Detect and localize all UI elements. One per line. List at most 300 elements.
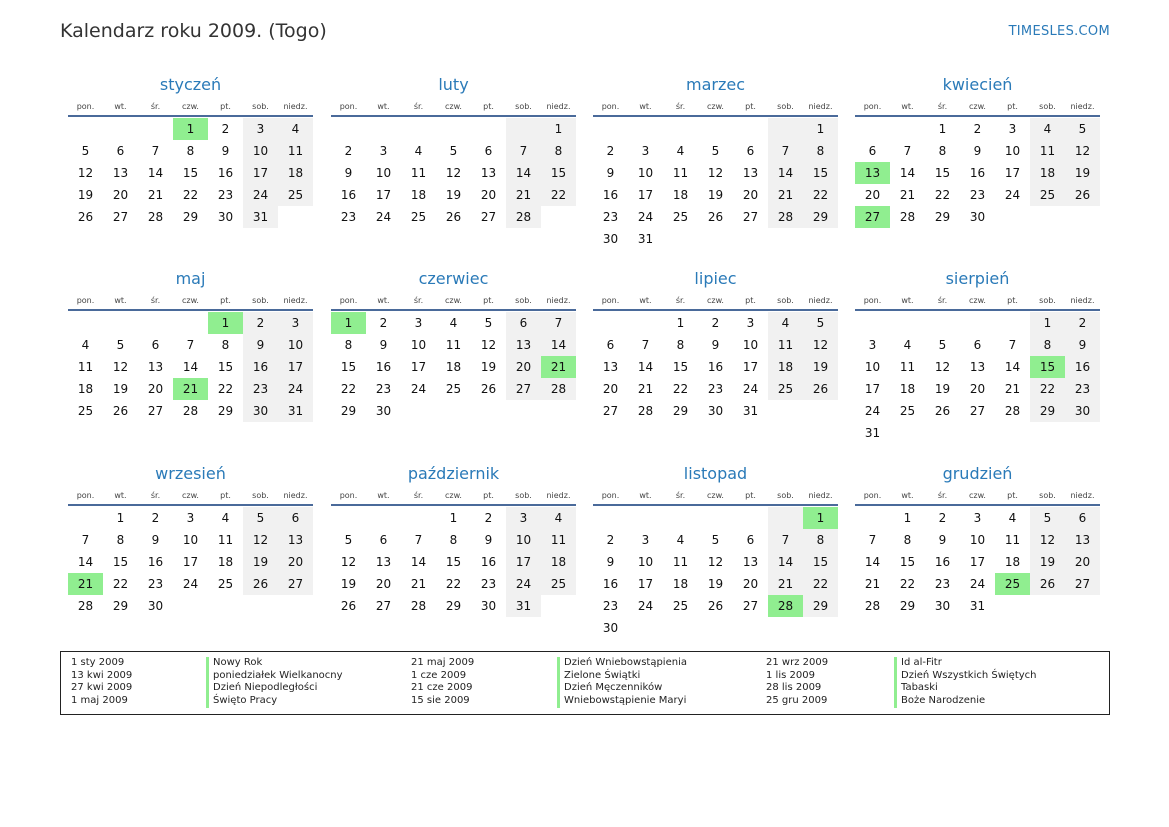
- day-cell[interactable]: 24: [637, 599, 654, 613]
- day-cell[interactable]: 26: [243, 573, 278, 595]
- day-cell[interactable]: 15: [803, 551, 838, 573]
- day-cell[interactable]: 2: [938, 511, 947, 525]
- day-cell[interactable]: 30: [147, 599, 164, 613]
- day-cell[interactable]: 25: [445, 382, 462, 396]
- day-cell[interactable]: 30: [602, 621, 619, 635]
- day-cell[interactable]: 24: [506, 573, 541, 595]
- day-cell[interactable]: 1: [803, 118, 838, 140]
- day-cell[interactable]: 5: [243, 507, 278, 529]
- day-cell[interactable]: 22: [340, 382, 357, 396]
- day-cell[interactable]: 8: [541, 140, 576, 162]
- day-cell[interactable]: 20: [1065, 551, 1100, 573]
- day-cell[interactable]: 7: [541, 312, 576, 334]
- day-cell[interactable]: 10: [278, 334, 313, 356]
- day-cell[interactable]: 21: [506, 184, 541, 206]
- day-cell[interactable]: 18: [541, 551, 576, 573]
- day-cell[interactable]: 8: [221, 338, 230, 352]
- day-cell[interactable]: 31: [969, 599, 986, 613]
- day-cell[interactable]: 5: [449, 144, 458, 158]
- day-cell[interactable]: 30: [1065, 400, 1100, 422]
- day-cell[interactable]: 21: [68, 573, 103, 595]
- day-cell[interactable]: 17: [637, 577, 654, 591]
- day-cell[interactable]: 26: [112, 404, 129, 418]
- day-cell[interactable]: 27: [112, 210, 129, 224]
- day-cell[interactable]: 11: [445, 338, 462, 352]
- day-cell[interactable]: 23: [602, 210, 619, 224]
- day-cell[interactable]: 20: [278, 551, 313, 573]
- day-cell[interactable]: 1: [1030, 312, 1065, 334]
- day-cell[interactable]: 19: [112, 382, 129, 396]
- day-cell[interactable]: 5: [81, 144, 90, 158]
- day-cell[interactable]: 23: [340, 210, 357, 224]
- day-cell[interactable]: 15: [445, 555, 462, 569]
- day-cell[interactable]: 24: [864, 404, 881, 418]
- day-cell[interactable]: 13: [855, 162, 890, 184]
- day-cell[interactable]: 8: [903, 533, 912, 547]
- day-cell[interactable]: 25: [77, 404, 94, 418]
- day-cell[interactable]: 19: [707, 188, 724, 202]
- day-cell[interactable]: 30: [602, 232, 619, 246]
- day-cell[interactable]: 27: [602, 404, 619, 418]
- day-cell[interactable]: 14: [864, 555, 881, 569]
- day-cell[interactable]: 3: [868, 338, 877, 352]
- day-cell[interactable]: 17: [742, 360, 759, 374]
- day-cell[interactable]: 20: [864, 188, 881, 202]
- day-cell[interactable]: 4: [541, 507, 576, 529]
- day-cell[interactable]: 10: [506, 529, 541, 551]
- day-cell[interactable]: 16: [375, 360, 392, 374]
- day-cell[interactable]: 18: [278, 162, 313, 184]
- day-cell[interactable]: 6: [278, 507, 313, 529]
- day-cell[interactable]: 4: [1008, 511, 1017, 525]
- day-cell[interactable]: 16: [340, 188, 357, 202]
- day-cell[interactable]: 23: [480, 577, 497, 591]
- day-cell[interactable]: 26: [803, 378, 838, 400]
- day-cell[interactable]: 16: [217, 166, 234, 180]
- day-cell[interactable]: 10: [637, 555, 654, 569]
- day-cell[interactable]: 9: [938, 533, 947, 547]
- day-cell[interactable]: 26: [1065, 184, 1100, 206]
- day-cell[interactable]: 3: [641, 533, 650, 547]
- day-cell[interactable]: 22: [803, 184, 838, 206]
- day-cell[interactable]: 6: [868, 144, 877, 158]
- day-cell[interactable]: 7: [186, 338, 195, 352]
- day-cell[interactable]: 9: [379, 338, 388, 352]
- day-cell[interactable]: 13: [506, 334, 541, 356]
- day-cell[interactable]: 20: [742, 188, 759, 202]
- day-cell[interactable]: 13: [602, 360, 619, 374]
- day-cell[interactable]: 1: [903, 511, 912, 525]
- day-cell[interactable]: 4: [676, 533, 685, 547]
- day-cell[interactable]: 17: [375, 188, 392, 202]
- day-cell[interactable]: 17: [1004, 166, 1021, 180]
- day-cell[interactable]: 30: [934, 599, 951, 613]
- day-cell[interactable]: 4: [768, 312, 803, 334]
- day-cell[interactable]: 27: [855, 206, 890, 228]
- day-cell[interactable]: 12: [480, 338, 497, 352]
- day-cell[interactable]: 20: [112, 188, 129, 202]
- day-cell[interactable]: 26: [340, 599, 357, 613]
- day-cell[interactable]: 14: [637, 360, 654, 374]
- day-cell[interactable]: 11: [278, 140, 313, 162]
- day-cell[interactable]: 20: [742, 577, 759, 591]
- day-cell[interactable]: 4: [903, 338, 912, 352]
- day-cell[interactable]: 29: [340, 404, 357, 418]
- day-cell[interactable]: 12: [340, 555, 357, 569]
- day-cell[interactable]: 10: [243, 140, 278, 162]
- day-cell[interactable]: 19: [803, 356, 838, 378]
- day-cell[interactable]: 15: [934, 166, 951, 180]
- day-cell[interactable]: 15: [182, 166, 199, 180]
- day-cell[interactable]: 6: [746, 144, 755, 158]
- day-cell[interactable]: 27: [147, 404, 164, 418]
- day-cell[interactable]: 23: [707, 382, 724, 396]
- day-cell[interactable]: 10: [637, 166, 654, 180]
- day-cell[interactable]: 27: [742, 599, 759, 613]
- day-cell[interactable]: 21: [1004, 382, 1021, 396]
- day-cell[interactable]: 4: [1030, 118, 1065, 140]
- day-cell[interactable]: 22: [1030, 378, 1065, 400]
- day-cell[interactable]: 18: [1004, 555, 1021, 569]
- day-cell[interactable]: 25: [410, 210, 427, 224]
- day-cell[interactable]: 22: [182, 188, 199, 202]
- day-cell[interactable]: 7: [506, 140, 541, 162]
- day-cell[interactable]: 7: [903, 144, 912, 158]
- day-cell[interactable]: 6: [973, 338, 982, 352]
- day-cell[interactable]: 19: [340, 577, 357, 591]
- day-cell[interactable]: 11: [899, 360, 916, 374]
- day-cell[interactable]: 31: [243, 206, 278, 228]
- day-cell[interactable]: 25: [217, 577, 234, 591]
- day-cell[interactable]: 29: [112, 599, 129, 613]
- day-cell[interactable]: 1: [938, 122, 947, 136]
- day-cell[interactable]: 9: [711, 338, 720, 352]
- day-cell[interactable]: 18: [1030, 162, 1065, 184]
- day-cell[interactable]: 29: [445, 599, 462, 613]
- site-link[interactable]: TIMESLES.COM: [1008, 24, 1110, 39]
- day-cell[interactable]: 16: [243, 356, 278, 378]
- day-cell[interactable]: 21: [768, 573, 803, 595]
- day-cell[interactable]: 20: [147, 382, 164, 396]
- day-cell[interactable]: 25: [541, 573, 576, 595]
- day-cell[interactable]: 28: [506, 206, 541, 228]
- day-cell[interactable]: 20: [969, 382, 986, 396]
- day-cell[interactable]: 3: [1008, 122, 1017, 136]
- day-cell[interactable]: 30: [375, 404, 392, 418]
- day-cell[interactable]: 27: [278, 573, 313, 595]
- day-cell[interactable]: 4: [221, 511, 230, 525]
- day-cell[interactable]: 1: [803, 507, 838, 529]
- day-cell[interactable]: 19: [707, 577, 724, 591]
- day-cell[interactable]: 24: [637, 210, 654, 224]
- day-cell[interactable]: 14: [147, 166, 164, 180]
- day-cell[interactable]: 5: [116, 338, 125, 352]
- day-cell[interactable]: 14: [768, 162, 803, 184]
- day-cell[interactable]: 7: [868, 533, 877, 547]
- day-cell[interactable]: 9: [344, 166, 353, 180]
- day-cell[interactable]: 5: [1065, 118, 1100, 140]
- day-cell[interactable]: 29: [934, 210, 951, 224]
- day-cell[interactable]: 22: [899, 577, 916, 591]
- day-cell[interactable]: 2: [344, 144, 353, 158]
- day-cell[interactable]: 24: [278, 378, 313, 400]
- day-cell[interactable]: 30: [969, 210, 986, 224]
- day-cell[interactable]: 23: [217, 188, 234, 202]
- day-cell[interactable]: 8: [186, 144, 195, 158]
- day-cell[interactable]: 14: [410, 555, 427, 569]
- day-cell[interactable]: 11: [672, 555, 689, 569]
- day-cell[interactable]: 22: [803, 573, 838, 595]
- day-cell[interactable]: 11: [410, 166, 427, 180]
- day-cell[interactable]: 22: [934, 188, 951, 202]
- day-cell[interactable]: 12: [803, 334, 838, 356]
- day-cell[interactable]: 9: [221, 144, 230, 158]
- day-cell[interactable]: 30: [217, 210, 234, 224]
- day-cell[interactable]: 20: [375, 577, 392, 591]
- day-cell[interactable]: 30: [480, 599, 497, 613]
- day-cell[interactable]: 14: [768, 551, 803, 573]
- day-cell[interactable]: 18: [217, 555, 234, 569]
- day-cell[interactable]: 9: [973, 144, 982, 158]
- day-cell[interactable]: 26: [1030, 573, 1065, 595]
- day-cell[interactable]: 9: [606, 555, 615, 569]
- day-cell[interactable]: 1: [449, 511, 458, 525]
- day-cell[interactable]: 15: [803, 162, 838, 184]
- day-cell[interactable]: 6: [746, 533, 755, 547]
- day-cell[interactable]: 10: [969, 533, 986, 547]
- day-cell[interactable]: 22: [672, 382, 689, 396]
- day-cell[interactable]: 3: [278, 312, 313, 334]
- day-cell[interactable]: 25: [278, 184, 313, 206]
- day-cell[interactable]: 16: [602, 577, 619, 591]
- day-cell[interactable]: 25: [995, 573, 1030, 595]
- day-cell[interactable]: 6: [484, 144, 493, 158]
- day-cell[interactable]: 10: [1004, 144, 1021, 158]
- day-cell[interactable]: 21: [541, 356, 576, 378]
- day-cell[interactable]: 28: [768, 206, 803, 228]
- day-cell[interactable]: 8: [1030, 334, 1065, 356]
- day-cell[interactable]: 21: [864, 577, 881, 591]
- day-cell[interactable]: 25: [899, 404, 916, 418]
- day-cell[interactable]: 9: [606, 166, 615, 180]
- day-cell[interactable]: 17: [243, 162, 278, 184]
- day-cell[interactable]: 29: [803, 595, 838, 617]
- day-cell[interactable]: 25: [672, 599, 689, 613]
- day-cell[interactable]: 19: [1065, 162, 1100, 184]
- day-cell[interactable]: 31: [742, 404, 759, 418]
- day-cell[interactable]: 17: [410, 360, 427, 374]
- day-cell[interactable]: 9: [151, 533, 160, 547]
- day-cell[interactable]: 9: [243, 334, 278, 356]
- day-cell[interactable]: 14: [541, 334, 576, 356]
- day-cell[interactable]: 23: [969, 188, 986, 202]
- day-cell[interactable]: 17: [864, 382, 881, 396]
- day-cell[interactable]: 27: [742, 210, 759, 224]
- day-cell[interactable]: 26: [934, 404, 951, 418]
- day-cell[interactable]: 9: [1065, 334, 1100, 356]
- day-cell[interactable]: 1: [676, 316, 685, 330]
- day-cell[interactable]: 19: [1030, 551, 1065, 573]
- day-cell[interactable]: 21: [173, 378, 208, 400]
- day-cell[interactable]: 13: [742, 555, 759, 569]
- day-cell[interactable]: 2: [379, 316, 388, 330]
- day-cell[interactable]: 3: [746, 316, 755, 330]
- day-cell[interactable]: 10: [864, 360, 881, 374]
- day-cell[interactable]: 4: [414, 144, 423, 158]
- day-cell[interactable]: 11: [1004, 533, 1021, 547]
- day-cell[interactable]: 2: [484, 511, 493, 525]
- day-cell[interactable]: 24: [243, 184, 278, 206]
- day-cell[interactable]: 2: [243, 312, 278, 334]
- day-cell[interactable]: 17: [637, 188, 654, 202]
- day-cell[interactable]: 3: [414, 316, 423, 330]
- day-cell[interactable]: 16: [147, 555, 164, 569]
- day-cell[interactable]: 28: [637, 404, 654, 418]
- day-cell[interactable]: 28: [541, 378, 576, 400]
- day-cell[interactable]: 16: [602, 188, 619, 202]
- day-cell[interactable]: 12: [243, 529, 278, 551]
- day-cell[interactable]: 19: [445, 188, 462, 202]
- day-cell[interactable]: 13: [969, 360, 986, 374]
- day-cell[interactable]: 11: [672, 166, 689, 180]
- day-cell[interactable]: 29: [899, 599, 916, 613]
- day-cell[interactable]: 28: [182, 404, 199, 418]
- day-cell[interactable]: 18: [445, 360, 462, 374]
- day-cell[interactable]: 7: [414, 533, 423, 547]
- day-cell[interactable]: 22: [445, 577, 462, 591]
- day-cell[interactable]: 5: [938, 338, 947, 352]
- day-cell[interactable]: 29: [1030, 400, 1065, 422]
- day-cell[interactable]: 20: [602, 382, 619, 396]
- day-cell[interactable]: 18: [768, 356, 803, 378]
- day-cell[interactable]: 5: [711, 533, 720, 547]
- day-cell[interactable]: 26: [77, 210, 94, 224]
- day-cell[interactable]: 26: [445, 210, 462, 224]
- day-cell[interactable]: 6: [379, 533, 388, 547]
- day-cell[interactable]: 12: [77, 166, 94, 180]
- day-cell[interactable]: 2: [973, 122, 982, 136]
- day-cell[interactable]: 18: [899, 382, 916, 396]
- day-cell[interactable]: 5: [803, 312, 838, 334]
- day-cell[interactable]: 19: [77, 188, 94, 202]
- day-cell[interactable]: 14: [77, 555, 94, 569]
- day-cell[interactable]: 15: [672, 360, 689, 374]
- day-cell[interactable]: 13: [742, 166, 759, 180]
- day-cell[interactable]: 6: [116, 144, 125, 158]
- day-cell[interactable]: 8: [344, 338, 353, 352]
- day-cell[interactable]: 15: [340, 360, 357, 374]
- day-cell[interactable]: 21: [899, 188, 916, 202]
- day-cell[interactable]: 17: [969, 555, 986, 569]
- day-cell[interactable]: 27: [506, 378, 541, 400]
- day-cell[interactable]: 22: [112, 577, 129, 591]
- day-cell[interactable]: 12: [445, 166, 462, 180]
- day-cell[interactable]: 8: [676, 338, 685, 352]
- day-cell[interactable]: 10: [742, 338, 759, 352]
- day-cell[interactable]: 17: [182, 555, 199, 569]
- day-cell[interactable]: 28: [77, 599, 94, 613]
- day-cell[interactable]: 21: [637, 382, 654, 396]
- day-cell[interactable]: 1: [541, 118, 576, 140]
- day-cell[interactable]: 20: [506, 356, 541, 378]
- day-cell[interactable]: 30: [243, 400, 278, 422]
- day-cell[interactable]: 27: [375, 599, 392, 613]
- day-cell[interactable]: 6: [1065, 507, 1100, 529]
- day-cell[interactable]: 7: [151, 144, 160, 158]
- day-cell[interactable]: 10: [182, 533, 199, 547]
- day-cell[interactable]: 7: [768, 529, 803, 551]
- day-cell[interactable]: 6: [151, 338, 160, 352]
- day-cell[interactable]: 22: [217, 382, 234, 396]
- day-cell[interactable]: 23: [934, 577, 951, 591]
- day-cell[interactable]: 27: [480, 210, 497, 224]
- day-cell[interactable]: 21: [147, 188, 164, 202]
- day-cell[interactable]: 9: [484, 533, 493, 547]
- day-cell[interactable]: 5: [484, 316, 493, 330]
- day-cell[interactable]: 18: [672, 188, 689, 202]
- day-cell[interactable]: 16: [969, 166, 986, 180]
- day-cell[interactable]: 24: [969, 577, 986, 591]
- day-cell[interactable]: 2: [606, 533, 615, 547]
- day-cell[interactable]: 7: [81, 533, 90, 547]
- day-cell[interactable]: 25: [672, 210, 689, 224]
- day-cell[interactable]: 5: [711, 144, 720, 158]
- day-cell[interactable]: 1: [331, 312, 366, 334]
- day-cell[interactable]: 11: [217, 533, 234, 547]
- day-cell[interactable]: 8: [116, 533, 125, 547]
- day-cell[interactable]: 2: [1065, 312, 1100, 334]
- day-cell[interactable]: 12: [1030, 529, 1065, 551]
- day-cell[interactable]: 6: [506, 312, 541, 334]
- day-cell[interactable]: 14: [1004, 360, 1021, 374]
- day-cell[interactable]: 2: [151, 511, 160, 525]
- day-cell[interactable]: 5: [344, 533, 353, 547]
- day-cell[interactable]: 8: [803, 529, 838, 551]
- day-cell[interactable]: 13: [1065, 529, 1100, 551]
- day-cell[interactable]: 13: [147, 360, 164, 374]
- day-cell[interactable]: 3: [641, 144, 650, 158]
- day-cell[interactable]: 12: [1065, 140, 1100, 162]
- day-cell[interactable]: 31: [637, 232, 654, 246]
- day-cell[interactable]: 4: [81, 338, 90, 352]
- day-cell[interactable]: 11: [541, 529, 576, 551]
- day-cell[interactable]: 28: [899, 210, 916, 224]
- day-cell[interactable]: 11: [77, 360, 94, 374]
- day-cell[interactable]: 4: [278, 118, 313, 140]
- day-cell[interactable]: 28: [1004, 404, 1021, 418]
- day-cell[interactable]: 31: [506, 595, 541, 617]
- day-cell[interactable]: 18: [410, 188, 427, 202]
- day-cell[interactable]: 13: [375, 555, 392, 569]
- day-cell[interactable]: 2: [221, 122, 230, 136]
- day-cell[interactable]: 25: [768, 378, 803, 400]
- day-cell[interactable]: 16: [934, 555, 951, 569]
- day-cell[interactable]: 10: [375, 166, 392, 180]
- day-cell[interactable]: 29: [182, 210, 199, 224]
- day-cell[interactable]: 6: [606, 338, 615, 352]
- day-cell[interactable]: 31: [278, 400, 313, 422]
- day-cell[interactable]: 8: [938, 144, 947, 158]
- day-cell[interactable]: 4: [676, 144, 685, 158]
- day-cell[interactable]: 28: [147, 210, 164, 224]
- day-cell[interactable]: 24: [742, 382, 759, 396]
- day-cell[interactable]: 12: [707, 555, 724, 569]
- day-cell[interactable]: 24: [375, 210, 392, 224]
- day-cell[interactable]: 3: [506, 507, 541, 529]
- day-cell[interactable]: 29: [803, 206, 838, 228]
- day-cell[interactable]: 12: [112, 360, 129, 374]
- day-cell[interactable]: 7: [641, 338, 650, 352]
